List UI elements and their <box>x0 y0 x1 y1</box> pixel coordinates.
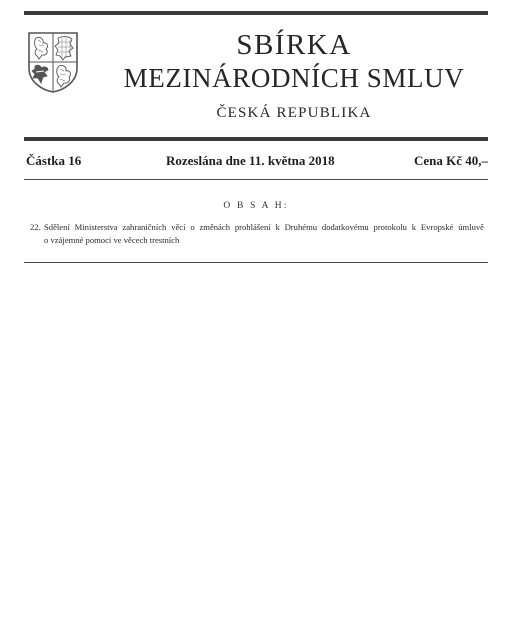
issue-published-date: Rozeslána dne 11. května 2018 <box>166 153 335 168</box>
meta-rule <box>24 179 488 180</box>
entry-number: 22. <box>30 222 41 232</box>
entry-text-line1: Sdělení Ministerstva zahraničních věcí o změnách prohlášení k Druhému dodatkovému protokolu k Evropské úmluvě <box>44 222 484 232</box>
entry-text-line2: o vzájemné pomoci ve věcech trestních <box>44 235 180 245</box>
title-rule <box>24 137 488 141</box>
top-rule <box>24 11 488 15</box>
contents-heading: O B S A H: <box>223 201 289 211</box>
issue-price: Cena Kč 40,– <box>413 153 488 168</box>
contents-rule <box>24 262 488 263</box>
page-title-line2: MEZINÁRODNÍCH SMLUV <box>123 63 465 93</box>
coat-of-arms-icon <box>26 30 80 94</box>
page-title: SBÍRKA <box>236 29 352 61</box>
page-subtitle: ČESKÁ REPUBLIKA <box>216 105 372 121</box>
issue-part: Částka 16 <box>26 153 82 168</box>
entry-text <box>44 221 484 247</box>
